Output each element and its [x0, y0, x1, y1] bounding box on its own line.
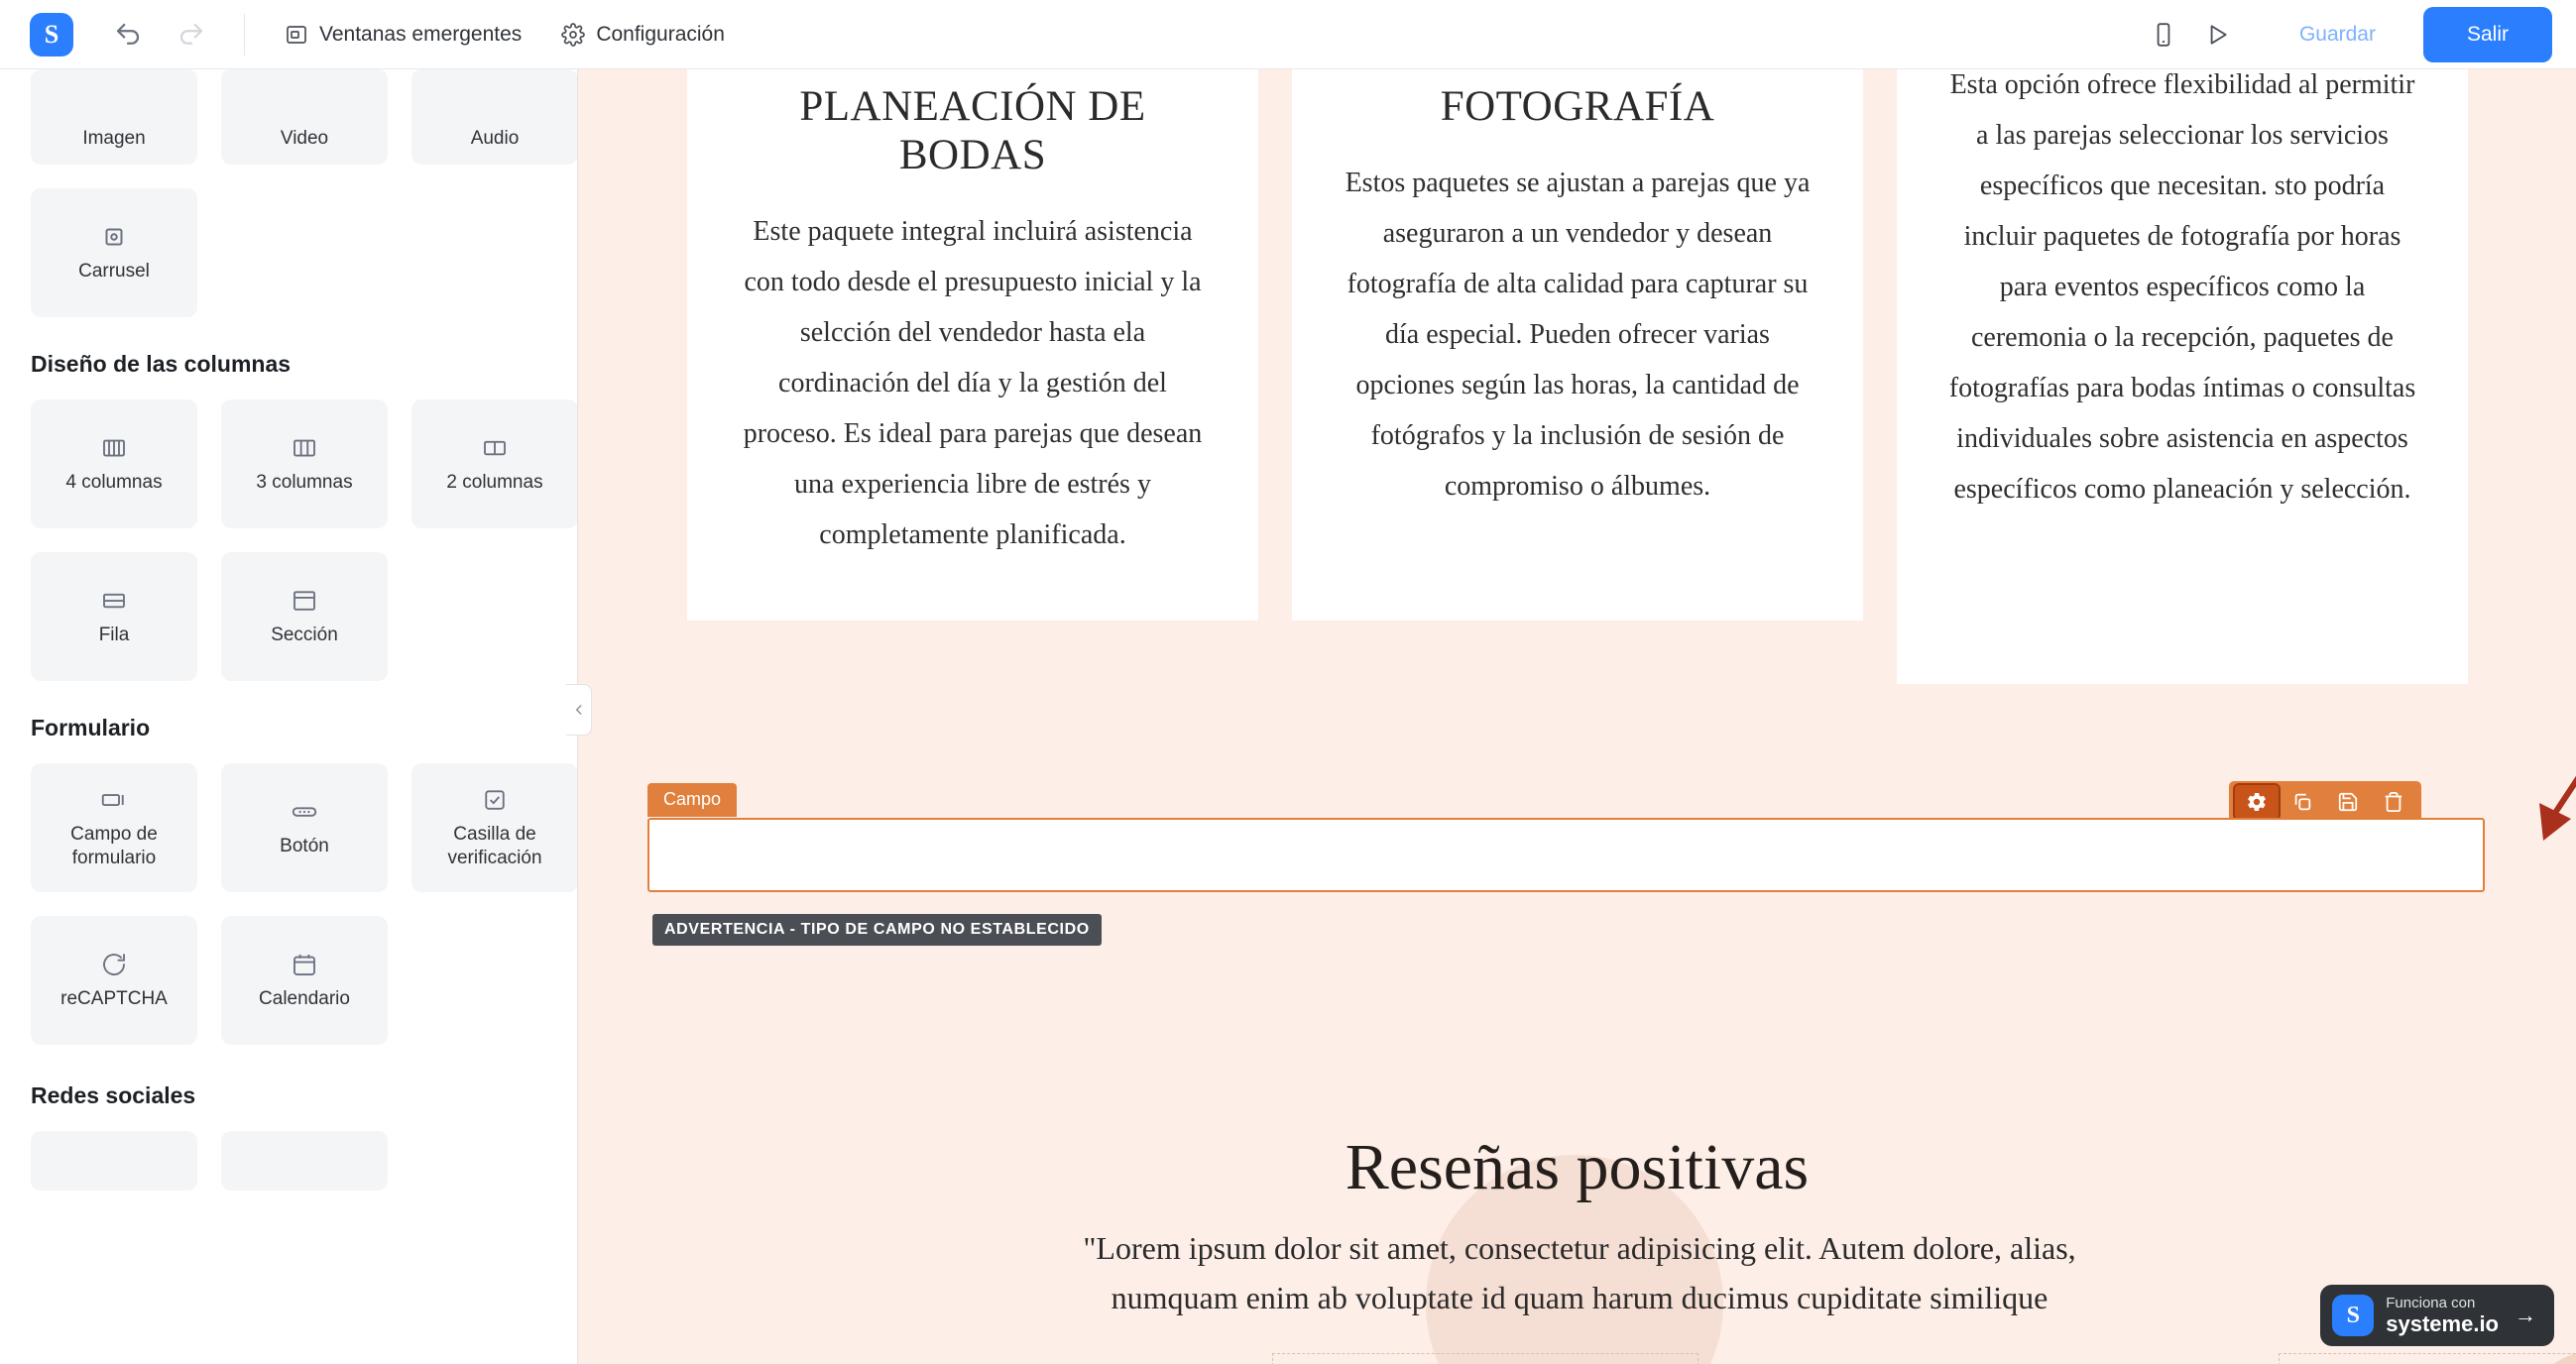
form-elements-row-2	[0, 916, 577, 1045]
page-canvas	[578, 69, 2576, 1364]
element-tile-calendario[interactable]	[221, 916, 388, 1045]
button-icon	[290, 797, 319, 827]
social-section-title: Redes sociales	[31, 1082, 196, 1108]
element-label: Fila	[98, 625, 130, 646]
settings-menu-item[interactable]	[561, 23, 725, 47]
checkbox-icon	[480, 785, 510, 815]
element-toolbar	[2229, 781, 2421, 823]
powered-by-brand: systeme.io	[2386, 1310, 2499, 1336]
form-field-icon	[99, 785, 129, 815]
settings-label: Configuración	[596, 22, 725, 46]
four-columns-icon	[99, 433, 129, 463]
element-label: Video	[280, 128, 329, 150]
element-label: Audio	[470, 128, 520, 150]
element-label: 3 columnas	[256, 472, 353, 494]
annotation-arrow	[2521, 694, 2576, 857]
element-label: Botón	[280, 836, 329, 857]
trash-icon[interactable]	[2372, 785, 2415, 819]
carousel-row	[0, 188, 577, 317]
elements-sidebar	[0, 69, 578, 1364]
two-columns-icon	[480, 433, 510, 463]
card-body: Estos paquetes se ajustan a parejas que ya aseguraron a un vendedor y desean fotografía de alta calidad para capturar su día especial. Pueden ofrecer varias opciones según las horas, la cantidad de fotógrafos y la inclusión de sesión de compromiso o álbumes.	[1345, 168, 1811, 502]
powered-by-badge[interactable]	[2320, 1285, 2554, 1346]
element-label: Sección	[271, 625, 338, 646]
redo-icon[interactable]	[176, 20, 206, 50]
selected-element-tag: Campo	[647, 783, 737, 817]
element-tile-campo-de-formulario[interactable]	[31, 763, 197, 892]
reviews-quote: "Lorem ipsum dolor sit amet, consectetur adipisicing elit. Autem dolore, alias, numquam enim ab voluptate id quam harum ducimus cupiditate similique	[1083, 1230, 2076, 1315]
element-label: 2 columnas	[446, 472, 543, 494]
element-tile-fila[interactable]	[31, 552, 197, 681]
social-elements-row	[0, 1131, 577, 1191]
topbar-actions	[2137, 7, 2576, 62]
element-tile-social-1[interactable]	[31, 1131, 197, 1191]
element-tile-carrusel[interactable]	[31, 188, 197, 317]
recaptcha-icon	[99, 950, 129, 979]
save-button[interactable]: Guardar	[2266, 7, 2409, 62]
element-label: 4 columnas	[65, 472, 163, 494]
element-tile-3-columnas[interactable]	[221, 399, 388, 528]
carousel-icon	[99, 222, 129, 252]
form-section-title: Formulario	[31, 715, 151, 740]
arrow-right-icon: →	[2515, 1303, 2536, 1327]
undo-icon[interactable]	[113, 20, 143, 50]
section-icon	[290, 586, 319, 616]
row-icon	[99, 586, 129, 616]
service-card[interactable]	[1897, 69, 2468, 684]
element-tile-audio[interactable]	[411, 69, 578, 165]
form-elements-row	[0, 763, 577, 892]
service-card[interactable]	[1292, 69, 1863, 621]
save-icon[interactable]	[2326, 785, 2370, 819]
powered-by-text	[2386, 1295, 2499, 1337]
card-title: FOTOGRAFÍA	[1440, 83, 1715, 130]
element-tile-4-columnas[interactable]	[31, 399, 197, 528]
top-toolbar	[0, 0, 2576, 69]
element-label: Campo de formulario	[70, 824, 158, 868]
element-tile-casilla-de-verificacion[interactable]	[411, 763, 578, 892]
element-tile-imagen[interactable]	[31, 69, 197, 165]
gear-icon	[561, 23, 585, 47]
placeholder-box	[1272, 1353, 1698, 1364]
element-label: Casilla de verificación	[447, 824, 542, 868]
card-title: PLANEACIÓN DE BODAS	[799, 83, 1146, 178]
sidebar-collapse-handle[interactable]	[566, 684, 592, 736]
reviews-heading: Reseñas positivas	[1345, 1131, 1810, 1203]
card-body: Este paquete integral incluirá asistencia con todo desde el presupuesto inicial y la selcción del vendedor hasta ela cordinación del día y la gestión del proceso. Es ideal para parejas que desean una experiencia libre de estrés y completamente planificada.	[743, 216, 1203, 550]
service-card[interactable]	[687, 69, 1258, 621]
element-tile-boton[interactable]	[221, 763, 388, 892]
popups-menu-item[interactable]	[285, 23, 522, 47]
duplicate-icon[interactable]	[2281, 785, 2324, 819]
element-label: reCAPTCHA	[60, 988, 168, 1010]
element-tile-2-columnas[interactable]	[411, 399, 578, 528]
powered-by-top: Funciona con	[2386, 1294, 2476, 1311]
field-warning-badge: ADVERTENCIA - TIPO DE CAMPO NO ESTABLECIDO	[652, 914, 1102, 946]
columns-row	[0, 399, 577, 528]
element-tile-video[interactable]	[221, 69, 388, 165]
element-label: Carrusel	[78, 261, 150, 283]
media-elements-row	[0, 69, 577, 165]
mobile-device-icon[interactable]	[2137, 12, 2190, 57]
toolbar-divider	[244, 14, 245, 56]
popup-window-icon	[285, 23, 308, 47]
systeme-logo-icon: S	[2332, 1295, 2374, 1336]
popups-label: Ventanas emergentes	[319, 22, 523, 46]
element-tile-social-2[interactable]	[221, 1131, 388, 1191]
element-label: Imagen	[82, 128, 146, 150]
columns-section-title: Diseño de las columnas	[31, 351, 292, 377]
three-columns-icon	[290, 433, 319, 463]
exit-button[interactable]: Salir	[2423, 7, 2552, 62]
play-preview-icon[interactable]	[2190, 12, 2244, 57]
gear-icon[interactable]	[2235, 785, 2279, 819]
element-tile-recaptcha[interactable]	[31, 916, 197, 1045]
service-cards-row	[687, 69, 2468, 684]
element-tile-seccion[interactable]	[221, 552, 388, 681]
layout-row	[0, 552, 577, 681]
form-field-element[interactable]	[647, 818, 2485, 892]
element-label: Calendario	[259, 988, 350, 1010]
card-body: Esta opción ofrece flexibilidad al permitir a las parejas seleccionar los servicios específicos que necesitan. sto podría incluir paquetes de fotografía por horas para eventos específicos como la ceremonia o la recepción, paquetes de fotografías para bodas íntimas o consultas individuales sobre asistencia en aspectos específicos como planeación y selección.	[1948, 69, 2416, 505]
undo-redo-group	[113, 20, 206, 50]
calendar-icon	[290, 950, 319, 979]
placeholder-box	[2279, 1353, 2576, 1364]
app-logo[interactable]: S	[30, 13, 73, 57]
